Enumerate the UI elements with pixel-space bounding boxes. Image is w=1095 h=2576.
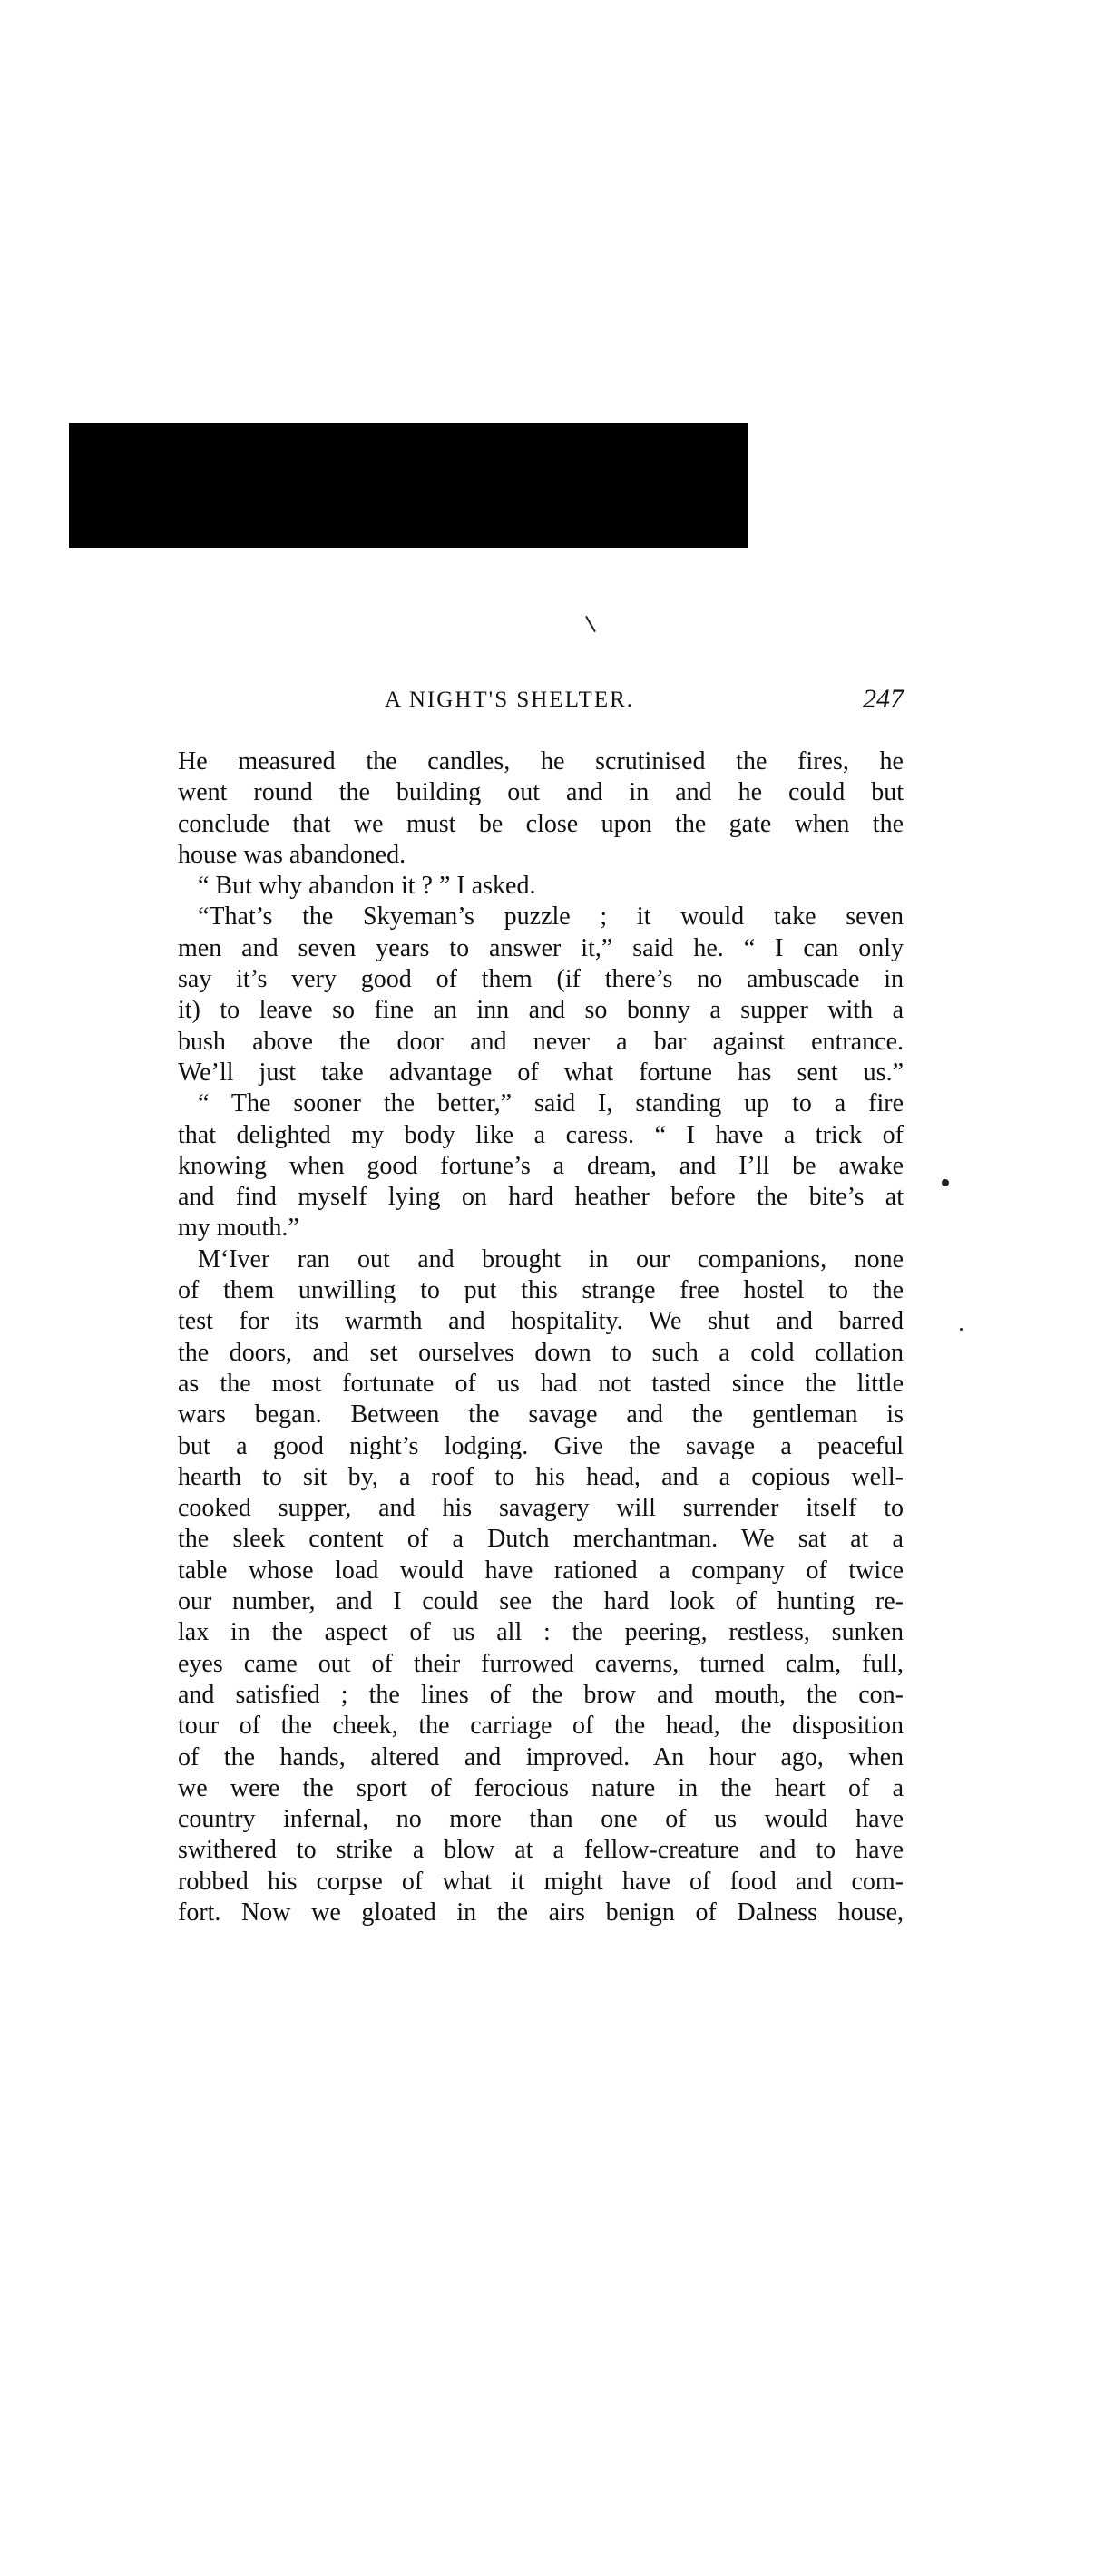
text-line: it) to leave so fine an inn and so bonny a supper with a (178, 996, 904, 1025)
text-line: of the hands, altered and improved. An hour ago, when (178, 1742, 904, 1771)
text-line: swithered to strike a blow at a fellow-creature and to have (178, 1836, 904, 1865)
text-line: He measured the candles, he scrutinised the fires, he (178, 747, 904, 776)
text-line: We’ll just take advantage of what fortune has sent us.” (178, 1058, 904, 1087)
text-line: country infernal, no more than one of us would have (178, 1805, 904, 1834)
text-line: test for its warmth and hospitality. We shut and barred (178, 1307, 904, 1336)
text-line: bush above the door and never a bar against entrance. (178, 1027, 904, 1056)
text-line: knowing when good fortune’s a dream, and I’ll be awake (178, 1151, 904, 1180)
text-line: men and seven years to answer it,” said he. “ I can only (178, 933, 904, 962)
text-line: eyes came out of their furrowed caverns, turned calm, full, (178, 1649, 904, 1678)
stray-mark (585, 616, 596, 632)
text-line: lax in the aspect of us all : the peering, restless, sunken (178, 1618, 904, 1647)
margin-dot (942, 1179, 949, 1186)
text-line: robbed his corpse of what it might have of food and com- (178, 1867, 904, 1896)
running-title: A NIGHT'S SHELTER. (385, 688, 635, 712)
text-line: went round the building out and in and he could but (178, 778, 904, 807)
text-line: but a good night’s lodging. Give the savage a peaceful (178, 1431, 904, 1460)
text-line: the doors, and set ourselves down to such a cold collation (178, 1338, 904, 1367)
text-line: of them unwilling to put this strange free hostel to the (178, 1276, 904, 1305)
text-line: M‘Iver ran out and brought in our companions, none (198, 1244, 904, 1273)
text-line: say it’s very good of them (if there’s no ambuscade in (178, 965, 904, 994)
text-line: “ The sooner the better,” said I, standing up to a fire (198, 1089, 904, 1118)
text-line: tour of the cheek, the carriage of the head, the disposition (178, 1712, 904, 1741)
text-line: “That’s the Skyeman’s puzzle ; it would take seven (198, 903, 904, 932)
text-line: wars began. Between the savage and the gentleman is (178, 1400, 904, 1429)
page-number: 247 (863, 684, 904, 714)
text-line: “ But why abandon it ? ” I asked. (198, 872, 536, 901)
text-line: house was abandoned. (178, 840, 406, 869)
text-line: and satisfied ; the lines of the brow and mouth, the con- (178, 1680, 904, 1709)
text-line: as the most fortunate of us had not tasted since the little (178, 1369, 904, 1398)
text-line: our number, and I could see the hard look of hunting re- (178, 1587, 904, 1616)
text-line: and find myself lying on hard heather before the bite’s at (178, 1183, 904, 1212)
text-line: hearth to sit by, a roof to his head, and a copious well- (178, 1462, 904, 1491)
text-line: table whose load would have rationed a company of twice (178, 1556, 904, 1585)
body-text (178, 746, 904, 1928)
text-line: fort. Now we gloated in the airs benign of Dalness house, (178, 1898, 904, 1927)
text-line: the sleek content of a Dutch merchantman. We sat at a (178, 1525, 904, 1554)
text-line: we were the sport of ferocious nature in the heart of a (178, 1773, 904, 1802)
redaction-block (69, 423, 748, 548)
margin-dot (960, 1328, 963, 1331)
text-line: conclude that we must be close upon the gate when the (178, 809, 904, 838)
text-line: my mouth.” (178, 1214, 299, 1243)
text-line: that delighted my body like a caress. “ I have a trick of (178, 1120, 904, 1149)
text-line: cooked supper, and his savagery will surrender itself to (178, 1494, 904, 1523)
running-head (178, 682, 904, 718)
